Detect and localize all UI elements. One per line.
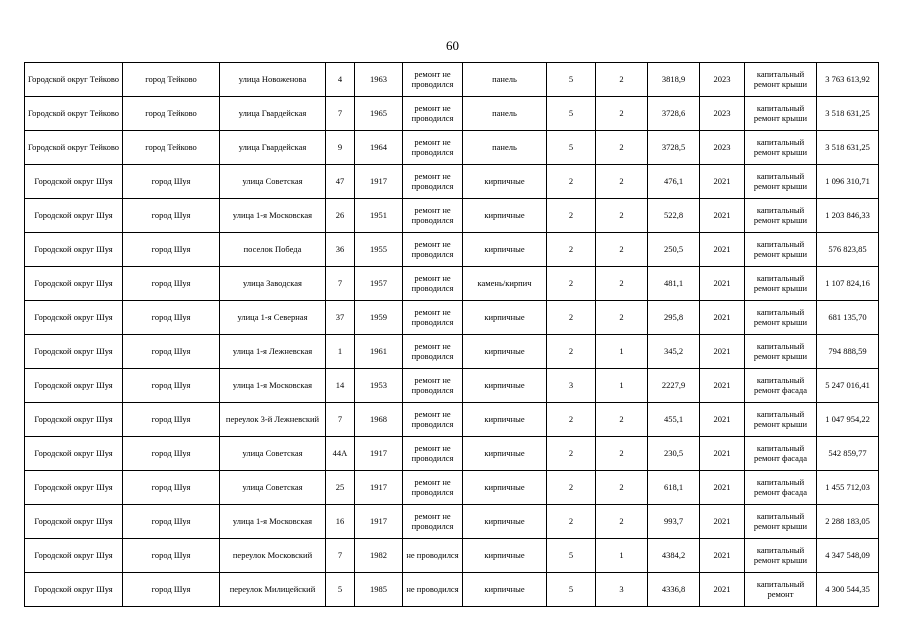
table-row [25, 233, 879, 267]
settlement-cell: город Шуя [123, 335, 220, 369]
entrances-cell: 2 [596, 505, 648, 539]
year-built-cell: 1957 [355, 267, 403, 301]
municipality-cell: Городской округ Шуя [25, 403, 123, 437]
last-repair-cell: ремонт не проводился [403, 131, 463, 165]
wall-material-cell: кирпичные [463, 233, 547, 267]
area-cell: 230,5 [648, 437, 700, 471]
municipality-cell: Городской округ Шуя [25, 437, 123, 471]
planned-year-cell: 2021 [700, 233, 745, 267]
house-number-cell: 14 [326, 369, 355, 403]
year-built-cell: 1917 [355, 471, 403, 505]
year-built-cell: 1965 [355, 97, 403, 131]
work-type-cell: капитальный ремонт фасада [745, 437, 817, 471]
cost-cell: 1 107 824,16 [817, 267, 879, 301]
area-cell: 3728,5 [648, 131, 700, 165]
table-row [25, 471, 879, 505]
housing-repair-table [24, 62, 879, 607]
entrances-cell: 1 [596, 369, 648, 403]
settlement-cell: город Шуя [123, 199, 220, 233]
street-cell: улица 1-я Московская [220, 505, 326, 539]
work-type-cell: капитальный ремонт крыши [745, 267, 817, 301]
planned-year-cell: 2021 [700, 471, 745, 505]
area-cell: 2227,9 [648, 369, 700, 403]
floors-cell: 2 [547, 471, 596, 505]
table-row [25, 97, 879, 131]
year-built-cell: 1985 [355, 573, 403, 607]
street-cell: переулок Московский [220, 539, 326, 573]
settlement-cell: город Шуя [123, 505, 220, 539]
settlement-cell: город Шуя [123, 539, 220, 573]
wall-material-cell: панель [463, 131, 547, 165]
last-repair-cell: ремонт не проводился [403, 233, 463, 267]
street-cell: переулок 3-й Лежневский [220, 403, 326, 437]
last-repair-cell: ремонт не проводился [403, 335, 463, 369]
last-repair-cell: не проводился [403, 573, 463, 607]
entrances-cell: 2 [596, 233, 648, 267]
table-row [25, 437, 879, 471]
last-repair-cell: ремонт не проводился [403, 471, 463, 505]
municipality-cell: Городской округ Шуя [25, 301, 123, 335]
settlement-cell: город Шуя [123, 471, 220, 505]
table-body [25, 63, 879, 607]
work-type-cell: капитальный ремонт крыши [745, 335, 817, 369]
area-cell: 522,8 [648, 199, 700, 233]
wall-material-cell: кирпичные [463, 199, 547, 233]
house-number-cell: 26 [326, 199, 355, 233]
year-built-cell: 1951 [355, 199, 403, 233]
municipality-cell: Городской округ Шуя [25, 165, 123, 199]
work-type-cell: капитальный ремонт крыши [745, 539, 817, 573]
house-number-cell: 7 [326, 97, 355, 131]
wall-material-cell: панель [463, 97, 547, 131]
area-cell: 345,2 [648, 335, 700, 369]
street-cell: улица Советская [220, 437, 326, 471]
street-cell: улица Заводская [220, 267, 326, 301]
cost-cell: 1 047 954,22 [817, 403, 879, 437]
house-number-cell: 5 [326, 573, 355, 607]
municipality-cell: Городской округ Шуя [25, 471, 123, 505]
last-repair-cell: не проводился [403, 539, 463, 573]
area-cell: 455,1 [648, 403, 700, 437]
work-type-cell: капитальный ремонт крыши [745, 97, 817, 131]
last-repair-cell: ремонт не проводился [403, 97, 463, 131]
cost-cell: 4 347 548,09 [817, 539, 879, 573]
house-number-cell: 16 [326, 505, 355, 539]
year-built-cell: 1982 [355, 539, 403, 573]
entrances-cell: 3 [596, 573, 648, 607]
house-number-cell: 47 [326, 165, 355, 199]
year-built-cell: 1917 [355, 505, 403, 539]
year-built-cell: 1917 [355, 437, 403, 471]
wall-material-cell: панель [463, 63, 547, 97]
settlement-cell: город Шуя [123, 233, 220, 267]
municipality-cell: Городской округ Шуя [25, 335, 123, 369]
planned-year-cell: 2021 [700, 199, 745, 233]
house-number-cell: 37 [326, 301, 355, 335]
wall-material-cell: кирпичные [463, 335, 547, 369]
wall-material-cell: кирпичные [463, 369, 547, 403]
cost-cell: 1 096 310,71 [817, 165, 879, 199]
wall-material-cell: кирпичные [463, 301, 547, 335]
table-row [25, 573, 879, 607]
floors-cell: 2 [547, 335, 596, 369]
floors-cell: 2 [547, 233, 596, 267]
planned-year-cell: 2021 [700, 573, 745, 607]
area-cell: 3728,6 [648, 97, 700, 131]
planned-year-cell: 2023 [700, 131, 745, 165]
entrances-cell: 2 [596, 403, 648, 437]
last-repair-cell: ремонт не проводился [403, 437, 463, 471]
floors-cell: 3 [547, 369, 596, 403]
cost-cell: 681 135,70 [817, 301, 879, 335]
last-repair-cell: ремонт не проводился [403, 199, 463, 233]
cost-cell: 542 859,77 [817, 437, 879, 471]
area-cell: 476,1 [648, 165, 700, 199]
house-number-cell: 7 [326, 267, 355, 301]
planned-year-cell: 2021 [700, 335, 745, 369]
wall-material-cell: кирпичные [463, 471, 547, 505]
table-row [25, 199, 879, 233]
last-repair-cell: ремонт не проводился [403, 267, 463, 301]
table-row [25, 403, 879, 437]
planned-year-cell: 2021 [700, 267, 745, 301]
cost-cell: 5 247 016,41 [817, 369, 879, 403]
street-cell: поселок Победа [220, 233, 326, 267]
entrances-cell: 1 [596, 539, 648, 573]
page-number: 60 [446, 38, 459, 53]
municipality-cell: Городской округ Шуя [25, 505, 123, 539]
planned-year-cell: 2021 [700, 539, 745, 573]
year-built-cell: 1953 [355, 369, 403, 403]
year-built-cell: 1964 [355, 131, 403, 165]
last-repair-cell: ремонт не проводился [403, 301, 463, 335]
last-repair-cell: ремонт не проводился [403, 369, 463, 403]
cost-cell: 1 455 712,03 [817, 471, 879, 505]
work-type-cell: капитальный ремонт крыши [745, 505, 817, 539]
table-row [25, 369, 879, 403]
house-number-cell: 7 [326, 539, 355, 573]
work-type-cell: капитальный ремонт крыши [745, 131, 817, 165]
work-type-cell: капитальный ремонт крыши [745, 199, 817, 233]
street-cell: улица 1-я Московская [220, 369, 326, 403]
entrances-cell: 2 [596, 131, 648, 165]
entrances-cell: 1 [596, 335, 648, 369]
municipality-cell: Городской округ Тейково [25, 131, 123, 165]
planned-year-cell: 2021 [700, 403, 745, 437]
last-repair-cell: ремонт не проводился [403, 403, 463, 437]
table-row [25, 63, 879, 97]
cost-cell: 794 888,59 [817, 335, 879, 369]
wall-material-cell: камень/кирпич [463, 267, 547, 301]
house-number-cell: 44А [326, 437, 355, 471]
work-type-cell: капитальный ремонт крыши [745, 403, 817, 437]
planned-year-cell: 2021 [700, 165, 745, 199]
work-type-cell: капитальный ремонт фасада [745, 471, 817, 505]
cost-cell: 3 518 631,25 [817, 131, 879, 165]
settlement-cell: город Шуя [123, 437, 220, 471]
settlement-cell: город Шуя [123, 369, 220, 403]
area-cell: 295,8 [648, 301, 700, 335]
municipality-cell: Городской округ Шуя [25, 267, 123, 301]
floors-cell: 5 [547, 573, 596, 607]
floors-cell: 2 [547, 437, 596, 471]
settlement-cell: город Шуя [123, 267, 220, 301]
area-cell: 4336,8 [648, 573, 700, 607]
settlement-cell: город Шуя [123, 301, 220, 335]
cost-cell: 2 288 183,05 [817, 505, 879, 539]
entrances-cell: 2 [596, 199, 648, 233]
settlement-cell: город Тейково [123, 131, 220, 165]
work-type-cell: капитальный ремонт крыши [745, 301, 817, 335]
last-repair-cell: ремонт не проводился [403, 505, 463, 539]
floors-cell: 5 [547, 539, 596, 573]
settlement-cell: город Шуя [123, 165, 220, 199]
table-row [25, 301, 879, 335]
entrances-cell: 2 [596, 97, 648, 131]
table-row [25, 165, 879, 199]
floors-cell: 2 [547, 301, 596, 335]
year-built-cell: 1968 [355, 403, 403, 437]
wall-material-cell: кирпичные [463, 505, 547, 539]
municipality-cell: Городской округ Тейково [25, 97, 123, 131]
floors-cell: 2 [547, 165, 596, 199]
table-row [25, 131, 879, 165]
street-cell: улица 1-я Московская [220, 199, 326, 233]
floors-cell: 5 [547, 97, 596, 131]
year-built-cell: 1961 [355, 335, 403, 369]
cost-cell: 3 518 631,25 [817, 97, 879, 131]
planned-year-cell: 2021 [700, 505, 745, 539]
cost-cell: 4 300 544,35 [817, 573, 879, 607]
year-built-cell: 1917 [355, 165, 403, 199]
municipality-cell: Городской округ Шуя [25, 369, 123, 403]
area-cell: 4384,2 [648, 539, 700, 573]
wall-material-cell: кирпичные [463, 539, 547, 573]
floors-cell: 5 [547, 131, 596, 165]
house-number-cell: 9 [326, 131, 355, 165]
wall-material-cell: кирпичные [463, 165, 547, 199]
municipality-cell: Городской округ Шуя [25, 233, 123, 267]
street-cell: улица Советская [220, 165, 326, 199]
street-cell: улица Гвардейская [220, 97, 326, 131]
table-row [25, 539, 879, 573]
work-type-cell: капитальный ремонт фасада [745, 369, 817, 403]
year-built-cell: 1963 [355, 63, 403, 97]
municipality-cell: Городской округ Шуя [25, 199, 123, 233]
year-built-cell: 1955 [355, 233, 403, 267]
table-row [25, 335, 879, 369]
entrances-cell: 2 [596, 267, 648, 301]
work-type-cell: капитальный ремонт крыши [745, 63, 817, 97]
year-built-cell: 1959 [355, 301, 403, 335]
street-cell: улица Советская [220, 471, 326, 505]
wall-material-cell: кирпичные [463, 437, 547, 471]
settlement-cell: город Шуя [123, 573, 220, 607]
entrances-cell: 2 [596, 63, 648, 97]
work-type-cell: капитальный ремонт крыши [745, 233, 817, 267]
floors-cell: 2 [547, 267, 596, 301]
table-row [25, 267, 879, 301]
entrances-cell: 2 [596, 301, 648, 335]
settlement-cell: город Тейково [123, 97, 220, 131]
house-number-cell: 25 [326, 471, 355, 505]
table-row [25, 505, 879, 539]
work-type-cell: капитальный ремонт крыши [745, 165, 817, 199]
cost-cell: 3 763 613,92 [817, 63, 879, 97]
house-number-cell: 4 [326, 63, 355, 97]
wall-material-cell: кирпичные [463, 573, 547, 607]
floors-cell: 2 [547, 403, 596, 437]
floors-cell: 2 [547, 505, 596, 539]
area-cell: 618,1 [648, 471, 700, 505]
municipality-cell: Городской округ Тейково [25, 63, 123, 97]
settlement-cell: город Шуя [123, 403, 220, 437]
street-cell: улица Новоженова [220, 63, 326, 97]
planned-year-cell: 2023 [700, 97, 745, 131]
entrances-cell: 2 [596, 437, 648, 471]
last-repair-cell: ремонт не проводился [403, 165, 463, 199]
area-cell: 3818,9 [648, 63, 700, 97]
work-type-cell: капитальный ремонт [745, 573, 817, 607]
last-repair-cell: ремонт не проводился [403, 63, 463, 97]
street-cell: улица 1-я Лежневская [220, 335, 326, 369]
entrances-cell: 2 [596, 471, 648, 505]
street-cell: переулок Милицейский [220, 573, 326, 607]
floors-cell: 5 [547, 63, 596, 97]
street-cell: улица 1-я Северная [220, 301, 326, 335]
cost-cell: 576 823,85 [817, 233, 879, 267]
area-cell: 993,7 [648, 505, 700, 539]
settlement-cell: город Тейково [123, 63, 220, 97]
wall-material-cell: кирпичные [463, 403, 547, 437]
house-number-cell: 36 [326, 233, 355, 267]
floors-cell: 2 [547, 199, 596, 233]
cost-cell: 1 203 846,33 [817, 199, 879, 233]
area-cell: 250,5 [648, 233, 700, 267]
house-number-cell: 7 [326, 403, 355, 437]
municipality-cell: Городской округ Шуя [25, 539, 123, 573]
house-number-cell: 1 [326, 335, 355, 369]
street-cell: улица Гвардейская [220, 131, 326, 165]
planned-year-cell: 2021 [700, 301, 745, 335]
planned-year-cell: 2021 [700, 437, 745, 471]
area-cell: 481,1 [648, 267, 700, 301]
planned-year-cell: 2021 [700, 369, 745, 403]
planned-year-cell: 2023 [700, 63, 745, 97]
entrances-cell: 2 [596, 165, 648, 199]
municipality-cell: Городской округ Шуя [25, 573, 123, 607]
